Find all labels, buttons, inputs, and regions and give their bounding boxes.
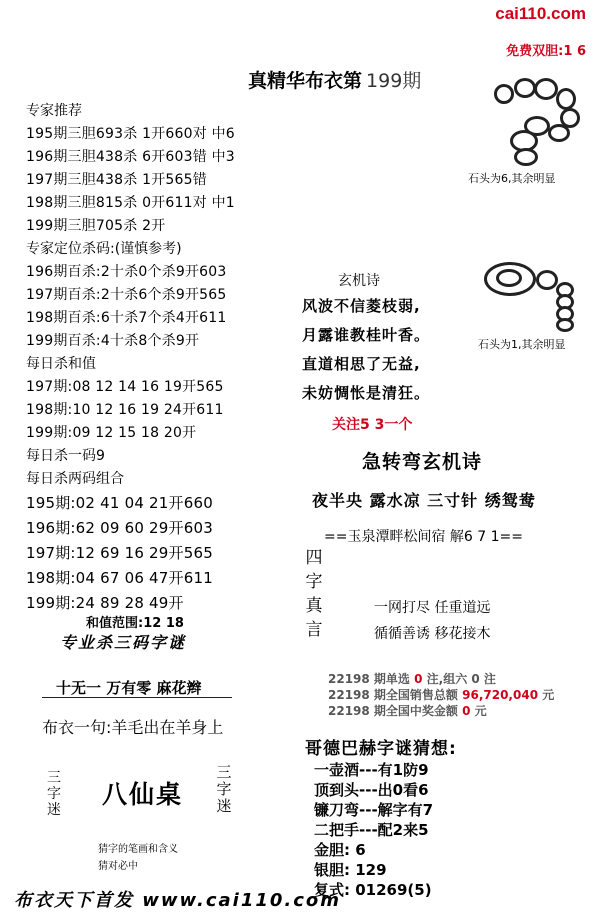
lottery-tail: 元 bbox=[542, 688, 555, 702]
site-logo: cai110.com bbox=[495, 4, 586, 23]
combo-line: 195期:02 41 04 21开660 bbox=[26, 494, 213, 512]
combo-heading: 每日杀两码组合 bbox=[26, 471, 124, 487]
combo-line: 196期:62 09 60 29开603 bbox=[26, 519, 213, 537]
lottery-tail: 元 bbox=[474, 704, 487, 718]
page-title bbox=[248, 66, 421, 93]
lottery-label: 22198 期全国销售总额 bbox=[328, 688, 458, 702]
combo-line: 199期:24 89 28 49开 bbox=[26, 594, 184, 612]
lottery-line bbox=[328, 702, 487, 719]
poem-line: 未妨惆怅是清狂。 bbox=[302, 384, 431, 402]
goldbach-line: 一壶酒---有1防9 bbox=[314, 761, 429, 779]
goldbach-line: 顶到头---出0看6 bbox=[314, 781, 429, 799]
lottery-value: 0 bbox=[462, 704, 471, 718]
sum-range: 和值范围:12 18 bbox=[86, 616, 184, 631]
footer-banner: 布衣天下首发 www.cai110.com bbox=[14, 890, 342, 911]
poem-line: 月露谁教桂叶香。 bbox=[302, 326, 431, 344]
vertical-char: 言 bbox=[305, 620, 323, 640]
position-line: 199期百杀:4十杀8个杀9开 bbox=[26, 333, 200, 349]
side-label-right: 三字迷 bbox=[216, 763, 232, 815]
daily-sum-line: 199期:09 12 15 18 20开 bbox=[26, 425, 197, 441]
goldbach-line: 二把手---配2来5 bbox=[314, 821, 429, 839]
stone-image-2 bbox=[484, 256, 584, 330]
free-pick: 免费双胆:1 6 bbox=[506, 44, 586, 59]
stone-caption: 石头为1,其余明显 bbox=[478, 338, 566, 351]
vertical-char: 真 bbox=[305, 596, 323, 616]
guess-hint: 猜对必中 bbox=[98, 861, 138, 872]
four-line: 循循善诱 移花接木 bbox=[374, 626, 491, 642]
riddle-line: ==玉泉潭畔松间宿 解6 7 1== bbox=[324, 529, 523, 545]
handwritten-title: 专业杀三码字谜 bbox=[60, 633, 187, 652]
stone-image-1 bbox=[486, 74, 586, 166]
position-line: 197期百杀:2十杀6个杀9开565 bbox=[26, 287, 227, 303]
combo-line: 197期:12 69 16 29开565 bbox=[26, 544, 213, 562]
riddle-words: 夜半央 露水凉 三寸针 绣鸳鸯 bbox=[312, 491, 536, 510]
daily-sum-heading: 每日杀和值 bbox=[26, 356, 96, 372]
side-label-left: 三字迷 bbox=[47, 770, 61, 818]
stone-caption: 石头为6,其余明显 bbox=[468, 172, 556, 185]
lottery-label: 22198 期全国中奖金额 bbox=[328, 704, 458, 718]
goldbach-line: 复式: 01269(5) bbox=[314, 881, 432, 899]
goldbach-title: 哥德巴赫字谜猜想: bbox=[305, 739, 457, 759]
goldbach-list bbox=[314, 760, 433, 900]
four-line: 一网打尽 任重道远 bbox=[374, 600, 491, 616]
expert-line: 195期三胆693杀 1开660对 中6 bbox=[26, 126, 235, 142]
title-main: 真精华布衣第 bbox=[248, 70, 363, 92]
daily-sum-line: 197期:08 12 14 16 19开565 bbox=[26, 379, 224, 395]
big-riddle: 八仙桌 bbox=[102, 780, 184, 809]
poem-line: 直道相思了无益, bbox=[302, 355, 421, 373]
title-issue: 199期 bbox=[366, 70, 422, 92]
lottery-label: 22198 期单选 bbox=[328, 672, 410, 686]
expert-line: 196期三胆438杀 6开603错 中3 bbox=[26, 149, 235, 165]
lottery-value: 0 bbox=[414, 672, 423, 686]
position-line: 196期百杀:2十杀0个杀9开603 bbox=[26, 264, 227, 280]
expert-line: 198期三胆815杀 0开611对 中1 bbox=[26, 195, 235, 211]
position-line: 198期百杀:6十杀7个杀4开611 bbox=[26, 310, 227, 326]
focus-tip: 关注5 3一个 bbox=[332, 417, 413, 433]
expert-heading: 专家推荐 bbox=[26, 103, 82, 119]
lottery-line bbox=[328, 670, 496, 687]
expert-line: 197期三胆438杀 1开565错 bbox=[26, 172, 207, 188]
guess-hint: 猜字的笔画和含义 bbox=[98, 844, 178, 855]
lottery-tail: 注,组六 0 注 bbox=[426, 672, 496, 686]
position-heading: 专家定位杀码:(谨慎参考) bbox=[26, 241, 182, 257]
goldbach-line: 金胆: 6 bbox=[314, 841, 366, 859]
lottery-value: 96,720,040 bbox=[462, 688, 539, 702]
riddle-title: 急转弯玄机诗 bbox=[362, 451, 483, 473]
lottery-line bbox=[328, 686, 554, 703]
poem bbox=[302, 292, 430, 408]
expert-section bbox=[26, 100, 286, 616]
poem-line: 风波不信菱枝弱, bbox=[302, 297, 421, 315]
expert-line: 199期三胆705杀 2开 bbox=[26, 218, 166, 234]
ten-line: 十无一 万有零 麻花辫 bbox=[56, 679, 202, 697]
buyi-line: 布衣一句:羊毛出在羊身上 bbox=[42, 718, 224, 737]
daily-sum-line: 198期:10 12 16 19 24开611 bbox=[26, 402, 224, 418]
vertical-char: 四 bbox=[305, 548, 323, 568]
poem-title: 玄机诗 bbox=[338, 273, 380, 289]
divider bbox=[42, 697, 232, 698]
daily-one: 每日杀一码9 bbox=[26, 448, 105, 464]
goldbach-line: 银胆: 129 bbox=[314, 861, 387, 879]
goldbach-line: 镰刀弯---解字有7 bbox=[314, 801, 434, 819]
combo-line: 198期:04 67 06 47开611 bbox=[26, 569, 213, 587]
vertical-char: 字 bbox=[305, 572, 323, 592]
four-vertical bbox=[304, 546, 324, 642]
